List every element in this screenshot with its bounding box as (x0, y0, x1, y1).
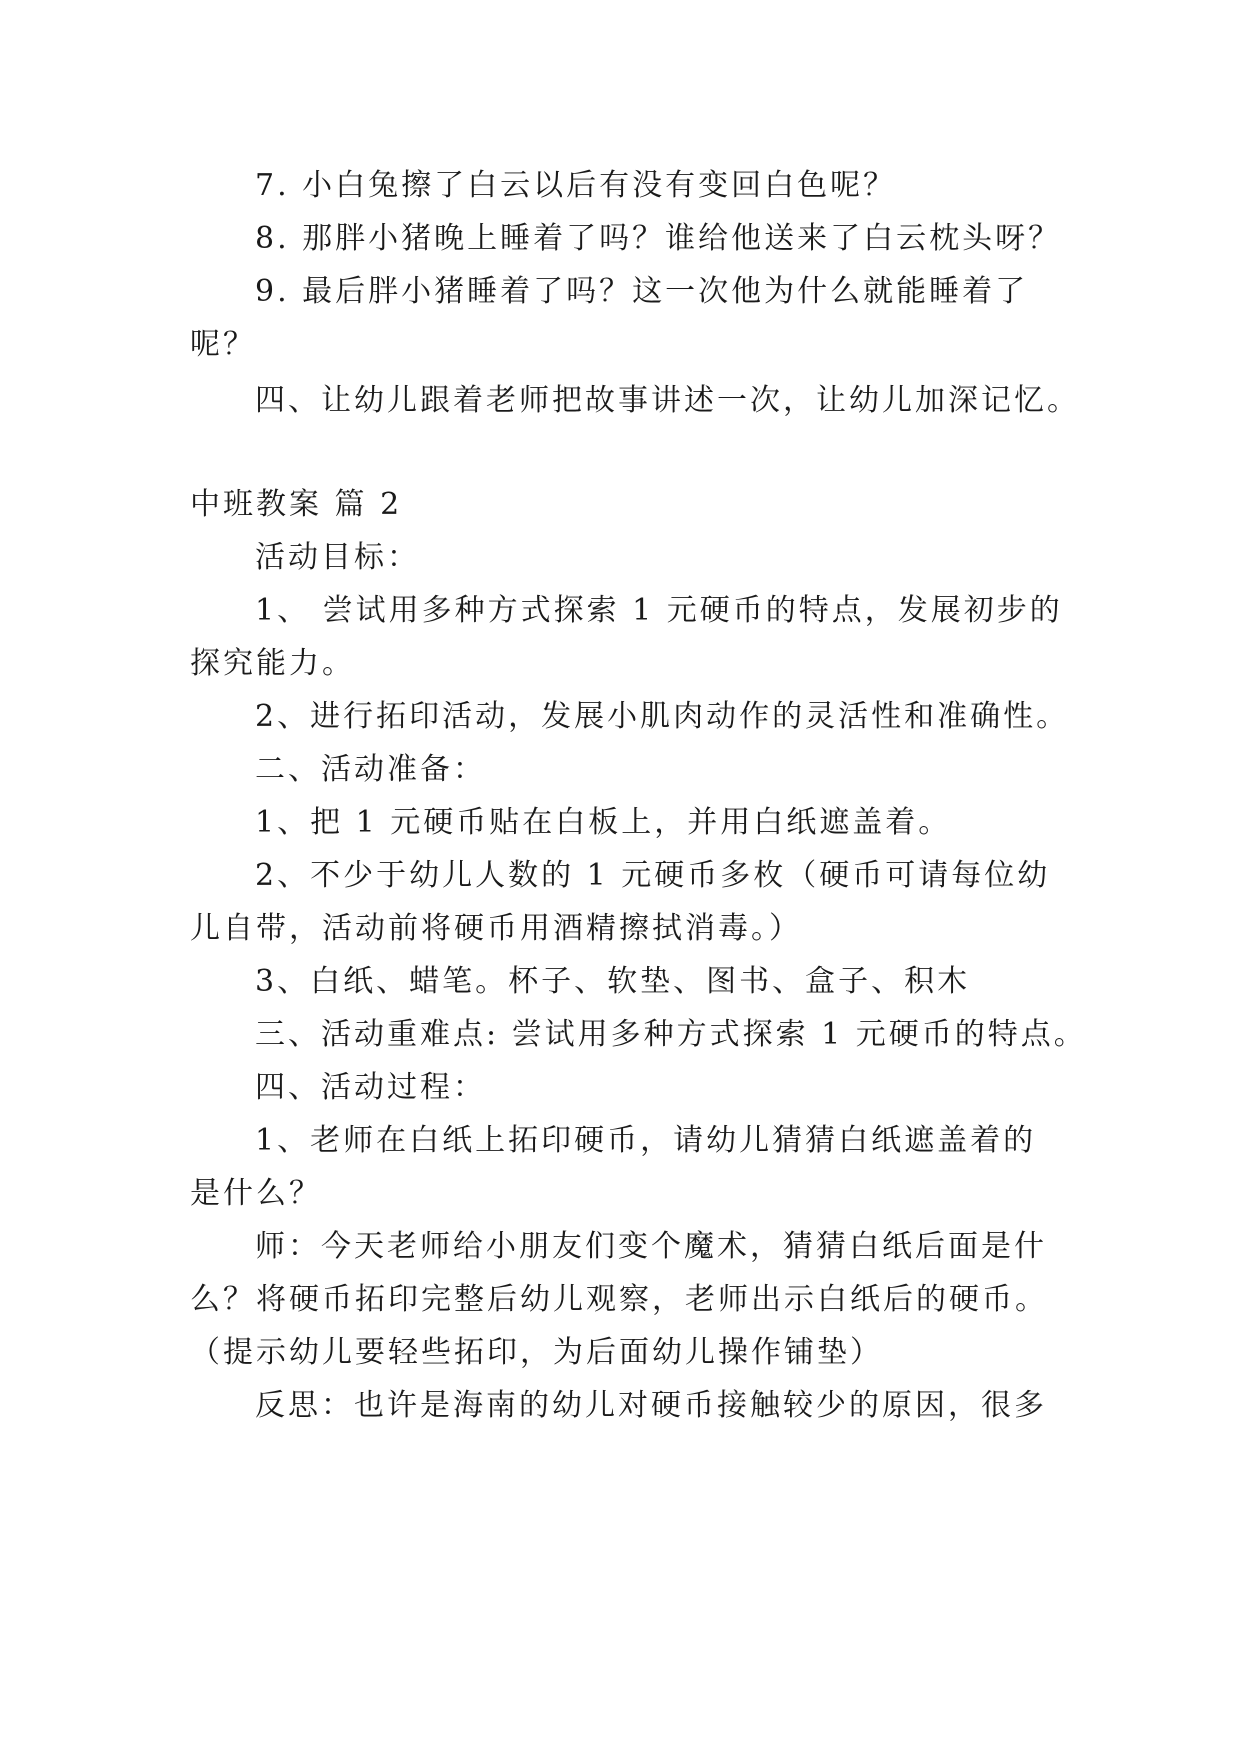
question-8: 8. 那胖小猪晚上睡着了吗？谁给他送来了白云枕头呀？ (255, 221, 1062, 256)
goals-title: 活动目标： (255, 540, 420, 575)
process-title: 四、活动过程： (255, 1070, 486, 1105)
question-9-line-2: 呢？ (190, 327, 256, 362)
teacher-speech-line-1: 师：今天老师给小朋友们变个魔术，猜猜白纸后面是什 (255, 1229, 1047, 1264)
goal-1-line-1: 1、 尝试用多种方式探索 1 元硬币的特点，发展初步的 (255, 593, 1063, 628)
step-4-retell: 四、让幼儿跟着老师把故事讲述一次，让幼儿加深记忆。 (255, 383, 1080, 418)
reflection-line-1: 反思：也许是海南的幼儿对硬币接触较少的原因，很多 (255, 1388, 1047, 1423)
section-heading: 中班教案 篇 2 (190, 487, 403, 522)
process-1-line-2: 是什么？ (190, 1176, 322, 1211)
preparation-2-line-2: 儿自带，活动前将硬币用酒精擦拭消毒。） (190, 911, 802, 946)
teacher-speech-line-3: （提示幼儿要轻些拓印，为后面幼儿操作铺垫） (190, 1335, 883, 1370)
process-1-line-1: 1、老师在白纸上拓印硬币，请幼儿猜猜白纸遮盖着的 (255, 1123, 1037, 1158)
preparation-title: 二、活动准备： (255, 752, 486, 787)
preparation-1: 1、把 1 元硬币贴在白板上，并用白纸遮盖着。 (255, 805, 952, 840)
preparation-3: 3、白纸、蜡笔。杯子、软垫、图书、盒子、积木 (255, 964, 971, 999)
question-7: 7. 小白兔擦了白云以后有没有变回白色呢？ (255, 168, 897, 203)
question-9-line-1: 9. 最后胖小猪睡着了吗？这一次他为什么就能睡着了 (255, 274, 1029, 309)
preparation-2-line-1: 2、不少于幼儿人数的 1 元硬币多枚（硬币可请每位幼 (255, 858, 1051, 893)
goal-2: 2、进行拓印活动，发展小肌肉动作的灵活性和准确性。 (255, 699, 1070, 734)
key-points: 三、活动重难点: 尝试用多种方式探索 1 元硬币的特点。 (255, 1017, 1087, 1052)
teacher-speech-line-2: 么？将硬币拓印完整后幼儿观察，老师出示白纸后的硬币。 (190, 1282, 1048, 1317)
goal-1-line-2: 探究能力。 (190, 646, 355, 681)
